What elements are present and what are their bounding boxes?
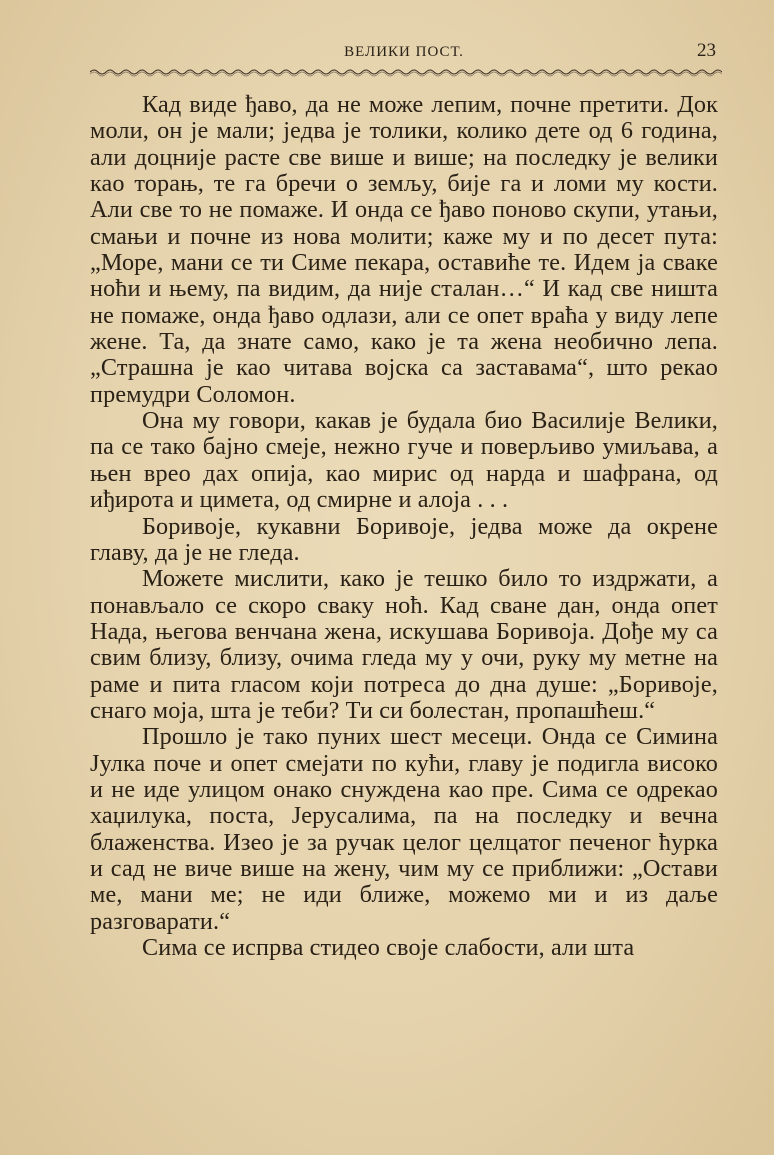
paragraph-1: Кад виде ђаво, да не може лепим, почне претити. Док моли, он је мали; једва је толики, колико дете од 6 година, али доцније расте све више и више; на последку је велики као торањ, те га бречи о земљу, бије га и ломи му кости. Али све то не помаже. И онда се ђаво поново скупи, утањи, смањи и почне из нова молити; каже му и по десет пута: „Море, мани се ти Симе пекара, оставиће те. Идем ја сваке ноћи и њему, па видим, да није сталан…“ И кад све ништа не помаже, онда ђаво одлази, али се опет враћа у виду лепе жене. Та, да знате само, како је та жена необично лепа. „Страшна је као читава војска са заставама“, што рекао премудри Соломон. [90, 91, 718, 408]
paragraph-5: Прошло је тако пуних шест месеци. Онда се Симина Јулка поче и опет смејати по кући, главу је подигла високо и не иде улицом онако снуждена као пре. Сима се одрекао хаџилука, поста, Јерусалима, па на последку и вечна блаженства. Изео је за ручак целог целцатог печеног ћурка и сад не виче више на жену, чим му се приближи: „Остави ме, мани ме; не иди ближе, можемо ми и из даље разговарати.“ [90, 723, 718, 935]
paragraph-4: Можете мислити, како је тешко било то издржати, а понављало се скоро сваку ноћ. Кад сване дан, онда опет Нада, његова венчана жена, искушава Боривоја. Дође му са свим близу, близу, очима гледа му у очи, руку му метне на раме и пита гласом који потреса до дна душе: „Боривоје, снаго моја, шта је теби? Ти си болестан, пропашћеш.“ [90, 565, 718, 724]
page-header [90, 40, 718, 68]
paragraph-2: Она му говори, какав је будала био Василије Велики, па се тако бајно смеје, нежно гуче и поверљиво умиљава, а њен врео дах опија, као мирис од нарда и шафрана, од иђирота и цимета, од смирне и алоја . . . [90, 407, 718, 514]
paragraph-3: Боривоје, кукавни Боривоје, једва може да окрене главу, да је не гледа. [90, 512, 718, 566]
paragraph-6: Сима се испрва стидео своје слабости, али шта [142, 934, 635, 961]
header-wavy-rule [90, 66, 722, 78]
page-number: 23 [697, 40, 716, 61]
body-text [90, 92, 718, 961]
running-title: ВЕЛИКИ ПОСТ. [344, 44, 464, 60]
